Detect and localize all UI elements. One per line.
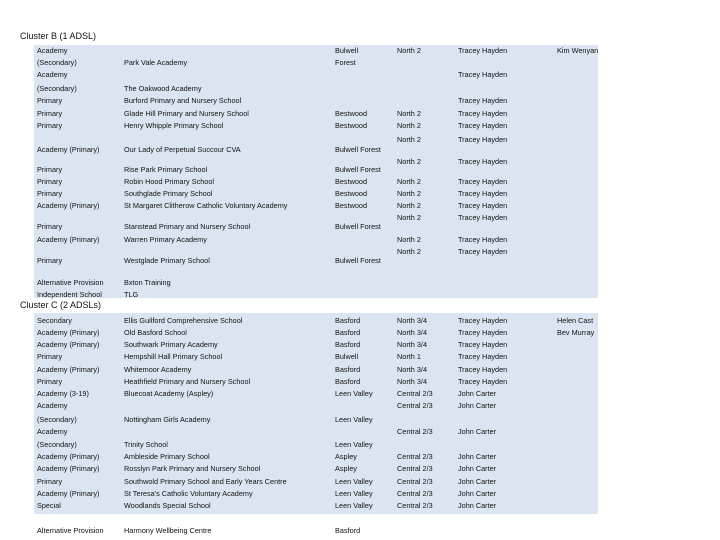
cell-district: Central 2/3 xyxy=(397,452,433,461)
cell-adviser: Tracey Hayden xyxy=(458,377,508,386)
cell-district: North 2 xyxy=(397,135,421,144)
cell-school: Park Vale Academy xyxy=(124,58,188,67)
cell-school: Rise Park Primary School xyxy=(124,165,208,174)
cell-area: Bulwell Forest xyxy=(335,165,381,174)
cell-type: Primary xyxy=(37,121,63,130)
cell-district: Central 2/3 xyxy=(397,427,433,436)
cell-type: Primary xyxy=(37,165,63,174)
cell-type: Primary xyxy=(37,377,63,386)
cell-type: Primary xyxy=(37,96,63,105)
cell-type: Academy (Primary) xyxy=(37,235,100,244)
cell-adviser: Tracey Hayden xyxy=(458,135,508,144)
cell-type: Academy xyxy=(37,427,68,436)
cell-area: Bulwell xyxy=(335,352,359,361)
cell-school: Southwold Primary School and Early Years Centre xyxy=(124,477,287,486)
cell-district: North 3/4 xyxy=(397,328,428,337)
cell-area: Basford xyxy=(335,365,361,374)
cell-area: Bestwood xyxy=(335,121,368,130)
cell-adviser: Tracey Hayden xyxy=(458,213,508,222)
cell-adviser: Tracey Hayden xyxy=(458,109,508,118)
cell-area: Bulwell xyxy=(335,46,359,55)
cell-adviser: John Carter xyxy=(458,389,497,398)
cell-district: Central 2/3 xyxy=(397,401,433,410)
cell-adviser: Tracey Hayden xyxy=(458,365,508,374)
cell-school: Ellis Guilford Comprehensive School xyxy=(124,316,243,325)
cluster-c-heading: Cluster C (2 ADSLs) xyxy=(20,300,102,310)
cell-school: Hempshill Hall Primary School xyxy=(124,352,223,361)
cell-adviser: John Carter xyxy=(458,477,497,486)
cell-area: Leen Valley xyxy=(335,389,373,398)
cell-adviser: John Carter xyxy=(458,401,497,410)
cell-district: Central 2/3 xyxy=(397,501,433,510)
cell-school: Heathfield Primary and Nursery School xyxy=(124,377,251,386)
cell-area: Leen Valley xyxy=(335,415,373,424)
cell-adviser: Tracey Hayden xyxy=(458,247,508,256)
cell-adviser: Tracey Hayden xyxy=(458,235,508,244)
cell-area: Bestwood xyxy=(335,201,368,210)
cell-adviser: Tracey Hayden xyxy=(458,316,508,325)
cell-type: Alternative Provision xyxy=(37,526,104,535)
cell-area: Bestwood xyxy=(335,189,368,198)
table-background xyxy=(34,45,598,298)
cell-school: Old Basford School xyxy=(124,328,187,337)
cell-type: Primary xyxy=(37,256,63,265)
cell-type: Primary xyxy=(37,352,63,361)
cell-type: Primary xyxy=(37,222,63,231)
cell-district: North 2 xyxy=(397,109,421,118)
cell-adviser: Tracey Hayden xyxy=(458,46,508,55)
cell-area: Basford xyxy=(335,377,361,386)
cell-school: Ambleside Primary School xyxy=(124,452,210,461)
cell-district: North 2 xyxy=(397,157,421,166)
cell-type: Primary xyxy=(37,189,63,198)
cell-adviser: John Carter xyxy=(458,452,497,461)
cell-area: Aspley xyxy=(335,464,357,473)
cell-school: TLG xyxy=(124,290,139,299)
cell-area: Leen Valley xyxy=(335,477,373,486)
cell-type: Academy (3-19) xyxy=(37,389,89,398)
cell-area: Aspley xyxy=(335,452,357,461)
cell-school: Warren Primary Academy xyxy=(124,235,207,244)
cell-adviser: Tracey Hayden xyxy=(458,328,508,337)
cell-district: Central 2/3 xyxy=(397,477,433,486)
cell-district: North 2 xyxy=(397,201,421,210)
cell-school: Rosslyn Park Primary and Nursery School xyxy=(124,464,261,473)
cell-area: Basford xyxy=(335,526,361,535)
cell-district: Central 2/3 xyxy=(397,489,433,498)
cell-area: Leen Valley xyxy=(335,440,373,449)
cell-district: North 2 xyxy=(397,235,421,244)
cell-area: Basford xyxy=(335,328,361,337)
cell-adviser: Tracey Hayden xyxy=(458,201,508,210)
cell-school: Burford Primary and Nursery School xyxy=(124,96,242,105)
cell-type: Independent School xyxy=(37,290,102,299)
cell-school: Trinity School xyxy=(124,440,168,449)
cell-type: (Secondary) xyxy=(37,58,77,67)
table-background xyxy=(34,313,598,514)
cell-school: Robin Hood Primary School xyxy=(124,177,215,186)
cell-adviser: Tracey Hayden xyxy=(458,96,508,105)
cell-adviser: John Carter xyxy=(458,501,497,510)
cell-district: North 2 xyxy=(397,247,421,256)
cell-type: Primary xyxy=(37,109,63,118)
cell-school: Harmony Wellbeing Centre xyxy=(124,526,212,535)
cell-type: Academy xyxy=(37,401,68,410)
cell-school: Bluecoat Academy (Aspley) xyxy=(124,389,214,398)
cell-type: Academy xyxy=(37,70,68,79)
cell-type: Secondary xyxy=(37,316,72,325)
cell-district: North 3/4 xyxy=(397,365,428,374)
cell-type: Academy (Primary) xyxy=(37,365,100,374)
cell-type: Academy (Primary) xyxy=(37,489,100,498)
cell-district: North 2 xyxy=(397,121,421,130)
cell-school: Woodlands Special School xyxy=(124,501,211,510)
cell-type: (Secondary) xyxy=(37,440,77,449)
cell-school: St Margaret Clitherow Catholic Voluntary Academy xyxy=(124,201,288,210)
cell-type: Academy (Primary) xyxy=(37,340,100,349)
cell-district: North 3/4 xyxy=(397,377,428,386)
cell-type: (Secondary) xyxy=(37,84,77,93)
cell-area: Forest xyxy=(335,58,356,67)
cell-school: Bxton Training xyxy=(124,278,171,287)
cell-type: Primary xyxy=(37,477,63,486)
cell-adviser: John Carter xyxy=(458,464,497,473)
cell-adviser: John Carter xyxy=(458,427,497,436)
cell-district: Central 2/3 xyxy=(397,464,433,473)
cell-extra: Bev Murray xyxy=(557,328,595,337)
cell-adviser: Tracey Hayden xyxy=(458,177,508,186)
cell-district: North 3/4 xyxy=(397,340,428,349)
cell-district: North 2 xyxy=(397,46,421,55)
cell-area: Bestwood xyxy=(335,109,368,118)
cell-school: Stanstead Primary and Nursery School xyxy=(124,222,251,231)
cell-type: Primary xyxy=(37,177,63,186)
cell-district: North 3/4 xyxy=(397,316,428,325)
cell-school: The Oakwood Academy xyxy=(124,84,202,93)
cell-extra: Kim Wenyan xyxy=(557,46,599,55)
cell-adviser: Tracey Hayden xyxy=(458,121,508,130)
cell-type: Academy (Primary) xyxy=(37,464,100,473)
cell-school: Southglade Primary School xyxy=(124,189,213,198)
cell-school: Henry Whipple Primary School xyxy=(124,121,224,130)
cell-school: Whitemoor Academy xyxy=(124,365,192,374)
cell-type: Alternative Provision xyxy=(37,278,104,287)
cluster-b-heading: Cluster B (1 ADSL) xyxy=(20,31,97,41)
cell-type: Academy (Primary) xyxy=(37,328,100,337)
cell-type: Academy xyxy=(37,46,68,55)
cell-area: Bestwood xyxy=(335,177,368,186)
cell-type: Academy (Primary) xyxy=(37,452,100,461)
cell-adviser: Tracey Hayden xyxy=(458,70,508,79)
cell-type: Special xyxy=(37,501,61,510)
cell-school: Southwark Primary Academy xyxy=(124,340,218,349)
cell-school: Westglade Primary School xyxy=(124,256,210,265)
cell-type: (Secondary) xyxy=(37,415,77,424)
cell-adviser: John Carter xyxy=(458,489,497,498)
cell-type: Academy (Primary) xyxy=(37,145,100,154)
cell-district: North 1 xyxy=(397,352,421,361)
cell-school: Nottingham Girls Academy xyxy=(124,415,211,424)
cell-area: Bulwell Forest xyxy=(335,145,381,154)
cell-adviser: Tracey Hayden xyxy=(458,352,508,361)
cell-adviser: Tracey Hayden xyxy=(458,189,508,198)
cell-district: North 2 xyxy=(397,177,421,186)
cell-adviser: Tracey Hayden xyxy=(458,340,508,349)
cell-district: North 2 xyxy=(397,213,421,222)
cell-school: Our Lady of Perpetual Succour CVA xyxy=(124,145,241,154)
cell-area: Leen Valley xyxy=(335,501,373,510)
cell-type: Academy (Primary) xyxy=(37,201,100,210)
cell-area: Bulwell Forest xyxy=(335,256,381,265)
cell-area: Leen Valley xyxy=(335,489,373,498)
cell-school: Glade Hill Primary and Nursery School xyxy=(124,109,249,118)
cell-area: Basford xyxy=(335,316,361,325)
cell-district: North 2 xyxy=(397,189,421,198)
cell-school: St Teresa's Catholic Voluntary Academy xyxy=(124,489,253,498)
cell-area: Basford xyxy=(335,340,361,349)
cell-district: Central 2/3 xyxy=(397,389,433,398)
cell-extra: Helen Cast xyxy=(557,316,594,325)
cell-adviser: Tracey Hayden xyxy=(458,157,508,166)
cell-area: Bulwell Forest xyxy=(335,222,381,231)
